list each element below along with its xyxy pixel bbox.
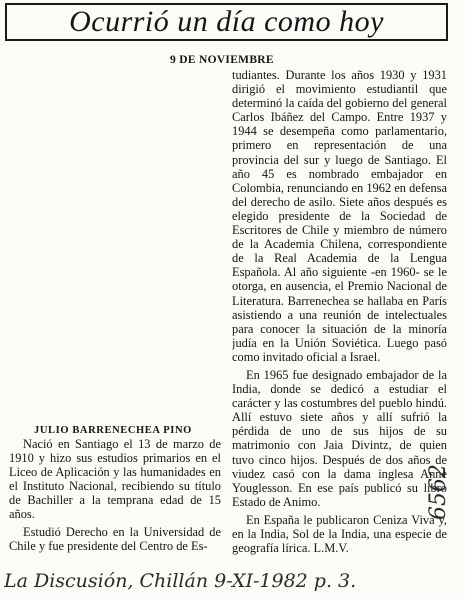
article-paragraph: En 1965 fue designado embajador de la India, donde se dedicó a estudiar el carácter y las costumbres del pueblo hindú. Allí estuvo siete años y allí sufrió la pérdida de uno de sus hijos de su matrimonio con Jaia Divintz, de quien tuvo cinco hijos. Después de dos años de viudez casó con la dama inglesa Anne Youglesson. En ese país publicó su libro Estado de Animo. (232, 367, 447, 509)
article-paragraph: Estudió Derecho en la Universidad de Chile y fue presidente del Centro de Es- (9, 524, 221, 553)
page-title: Ocurrió un día como hoy (69, 5, 384, 38)
article-paragraph: tudiantes. Durante los años 1930 y 1931 dirigió el movimiento estudiantil que determinó la caída del gobierno del general Carlos Ibáñez del Campo. Entre 1937 y 1944 se desempeña como parlamentario, primero en representación de una provincia del sur y luego de Santiago. El año 45 es nombrado embajador en Colombia, renunciando en 1962 en defensa del derecho de asilo. Siete años después es elegido presidente de la Sociedad de Escritores de Chile y miembro de número de la Academia Chilena, correspondiente de la Real Academia de la Lengua Española. Al año siguiente -en 1960- se le otorga, en ausencia, el Premio Nacional de Literatura. Barrenechea se hallaba en París asistiendo a una reunión de intelectuales para conocer la situación de la minoría judía en la Unión Soviética. Luego pasó como invitado oficial a Israel. (232, 68, 447, 364)
header-title-box (5, 3, 448, 41)
article-paragraph: En España le publicaron Ceniza Viva y, en la India, Sol de la India, una especie de geografía lírica. L.M.V. (232, 512, 447, 556)
handwritten-source-note: La Discusión, Chillán 9-XI-1982 p. 3. (4, 570, 357, 592)
handwritten-number: 6562 (426, 464, 451, 520)
date-heading: 9 DE NOVIEMBRE (170, 54, 274, 66)
article-author: JULIO BARRENECHEA PINO (34, 425, 192, 436)
left-column (9, 437, 221, 555)
right-column (232, 68, 447, 598)
article-paragraph: Nació en Santiago el 13 de marzo de 1910 y hizo sus estudios primarios en el Liceo de Aplicación y las humanidades en el Instituto Nacional, recibiendo su título de Bachiller a la temprana edad de 15 años. (9, 437, 221, 522)
